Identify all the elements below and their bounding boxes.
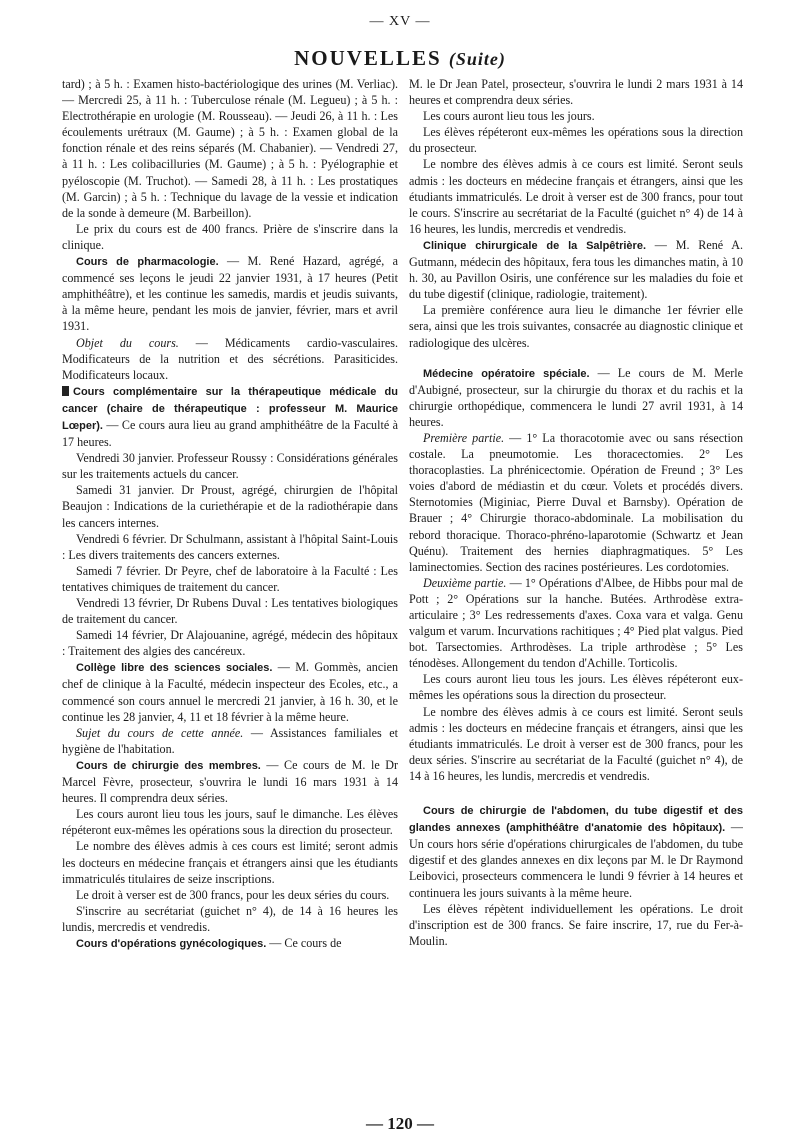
left-column (62, 76, 398, 1114)
gynecology-heading: Cours d'opérations gynécologiques. (76, 937, 267, 950)
gynecology-continued: M. le Dr Jean Patel, prosecteur, s'ouvrira le lundi 2 mars 1931 à 14 heures et comprendra deux séries. (409, 77, 743, 108)
operative-schedule: Les cours auront lieu tous les jours. Les élèves répéteront eux-mêmes les opérations sous la direction du prosecteur. (409, 672, 743, 703)
pharmacology-heading: Cours de pharmacologie. (76, 256, 219, 269)
abdomen-surgery-paragraph (409, 802, 743, 901)
bullet-marker-icon (62, 386, 69, 396)
course-object-heading: Objet du cours. (76, 335, 179, 350)
limb-surgery-fee: Le droit à verser est de 300 francs, pour les deux séries du cours. (76, 887, 390, 902)
section-title: NOUVELLES (294, 46, 442, 70)
second-part-paragraph (409, 575, 743, 672)
limb-surgery-text: — Ce cours de M. le Dr Marcel Fèvre, prosecteur, s'ouvrira le lundi 16 mars 1931 à 14 heures. Il comprendra deux séries. (62, 757, 398, 806)
salpetriere-heading: Clinique chirurgicale de la Salpêtrière. (423, 239, 646, 252)
page-number: — 120 — (366, 1114, 434, 1133)
operative-medicine-paragraph (409, 365, 743, 430)
social-sciences-paragraph (62, 659, 398, 724)
cancer-course-paragraph (62, 383, 398, 450)
operative-medicine-text: — Le cours de M. Merle d'Aubigné, prosecteur, sur la chirurgie du thorax et du rachis et la chirurgie orthopédique, commencera le lundi 27 avril 1931, à 14 heures. (409, 365, 743, 429)
gynecology-text: — Ce cours de (266, 935, 342, 950)
gynecology-direction: Les élèves répéteront eux-mêmes les opérations sous la direction du prosecteur. (409, 125, 743, 156)
limb-surgery-admission: Le nombre des élèves admis à ces cours est limité; seront admis les docteurs en médecine français et étrangers ainsi que les étudiants immatriculés titulaires de seize inscriptions. (62, 839, 398, 886)
pharmacology-text: — M. René Hazard, agrégé, a commencé ses leçons le jeudi 22 janvier 1931, à 17 heures (Petit amphithéâtre), et les continue les samedis, mardis et jeudis suivants, à la même heure, pendant les mois de janvier, février, mars et avril 1931. (62, 254, 398, 334)
limb-surgery-heading: Cours de chirurgie des membres. (76, 759, 261, 772)
first-part-paragraph (409, 430, 743, 575)
lecture-duval: Vendredi 13 février, Dr Rubens Duval : Les tentatives biologiques de traitement du cancer. (62, 596, 398, 627)
limb-surgery-schedule: Les cours auront lieu tous les jours, sauf le dimanche. Les élèves répéteront eux-mêmes les opérations sous la direction du prosecteur. (62, 807, 398, 838)
gynecology-paragraph (62, 935, 398, 952)
salpetriere-paragraph (409, 237, 743, 302)
lecture-roussy: Vendredi 30 janvier. Professeur Roussy : Considérations générales sur les traitements actuels du cancer. (62, 451, 398, 482)
course-subject-heading: Sujet du cours de cette année. (76, 725, 244, 740)
gynecology-schedule: Les cours auront lieu tous les jours. (423, 109, 595, 124)
right-column (409, 76, 743, 1114)
abdomen-surgery-registration: Les élèves répètent individuellement les opérations. Le droit d'inscription est de 300 francs. Se faire inscrire, 17, rue du Fer-à-Moulin. (409, 901, 743, 948)
urology-price-paragraph: Le prix du cours est de 400 francs. Prière de s'inscrire dans la clinique. (62, 221, 398, 252)
limb-surgery-registration: S'inscrire au secrétariat (guichet n° 4), de 14 à 16 heures les lundis, mercredis et vendredis. (62, 903, 398, 934)
course-subject-text: — Assistances familiales et hygiène de l'habitation. (62, 725, 398, 756)
course-object-text: — Médicaments cardio-vasculaires. Modificateurs de la nutrition et des sécrétions. Parasiticides. Modificateurs locaux. (62, 335, 398, 382)
pharmacology-paragraph (62, 253, 398, 334)
cancer-course-text: — Ce cours aura lieu au grand amphithéâtre de la Faculté à 17 heures. (62, 417, 398, 450)
section-heading (0, 46, 800, 71)
lecture-proust: Samedi 31 janvier. Dr Proust, agrégé, chirurgien de l'hôpital Beaujon : Indications de la curiethérapie et de la radiothérapie dans les cancers internes. (62, 483, 398, 530)
abdomen-surgery-heading: Cours de chirurgie de l'abdomen, du tube digestif et des glandes annexes (amphithéâtre d'anatomie des hôpitaux). (409, 805, 743, 835)
salpetriere-text: — M. René A. Gutmann, médecin des hôpitaux, fera tous les dimanches matin, à 10 h. 30, au Pavillon Osiris, une conférence sur les maladies du foie et du tube digestif (clinique, radiologie, traitement). (409, 237, 743, 302)
limb-surgery-paragraph (62, 757, 398, 806)
operative-admission: Le nombre des élèves admis à ce cours est limité. Seront seuls admis : les docteurs en médecine français et étrangers, ainsi que les étudiants immatriculés. Le droit à verser est de 300 francs, pour les deux séries. S'inscrire au secrétariat de la Faculté (guichet n° 4), de 14 à 16 heures, les lundis, mercredis et vendredis. (409, 704, 743, 783)
section-title-suffix: (Suite) (448, 49, 506, 69)
lecture-peyre: Samedi 7 février. Dr Peyre, chef de laboratoire à la Faculté : Les tentatives chimiques de traitement du cancer. (62, 563, 398, 594)
first-part-heading: Première partie. (423, 430, 505, 445)
social-sciences-heading: Collège libre des sciences sociales. (76, 662, 273, 675)
operative-medicine-heading: Médecine opératoire spéciale. (423, 367, 590, 380)
second-part-text: — 1° Opérations d'Albee, de Hibbs pour mal de Pott ; 2° Opérations sur la hanche. Butées. Arthrodèse extra-articulaire ; 3° Les redressements d'axes. Coxa vara et valga. Genu valgum et varum. Incurvations rachitiques ; 4° Pied plat valgus. Pied bot. Tarsectomies. Arthrodèses. La triple arthrodèse ; 5° Les ténodèses. Allongement du tendon d'Achille. Torticolis. (409, 575, 743, 671)
salpetriere-first-conference: La première conférence aura lieu le dimanche 1er février elle sera, ainsi que les trois suivantes, consacrée au diagnostic clinique et radiologique des ulcères. (409, 303, 743, 350)
course-subject-paragraph (62, 725, 398, 757)
second-part-heading: Deuxième partie. (423, 575, 507, 590)
urology-schedule-paragraph: tard) ; à 5 h. : Examen histo-bactériologique des urines (M. Verliac). — Mercredi 25, à 11 h. : Tuberculose rénale (M. Legueu) ; à 5 h. : Electrothérapie en urologie (M. Rousseau). — Jeudi 26, à 11 h. : Les écoulements urétraux (M. Gaume) ; à 5 h. : Examen global de la fonction rénale et des reins séparés (M. Chabanier). — Vendredi 27, à 11 h. : Les colibacilluries (M. Gaume) ; à 5 h. : Pyélographie et pyéloscopie (M. Truchot). — Samedi 28, à 11 h. : Les prostatiques (M. Garcin) ; à 5 h. : Technique du lavage de la vessie et indication de la sonde à demeure (M. Barbeillon). (62, 77, 398, 220)
cancer-course-heading: Cours complémentaire sur la thérapeutique médicale du cancer (chaire de thérapeutique : professeur M. Maurice Lœper). (62, 385, 398, 432)
social-sciences-text: — M. Gommès, ancien chef de clinique à la Faculté, médecin inspecteur des Ecoles, etc., a commencé son cours annuel le mercredi 21 janvier, à 16 h. 30, et le continue les 28 janvier, 4, 11 et 18 février à la même heure. (62, 660, 398, 724)
first-part-text: — 1° La thoracotomie avec ou sans résection costale. La pneumotomie. Les thoracectomies. 2° Les thoracoplasties. La phrénicectomie. Opération de Freund ; 3° Les voies d'abord de médiastin et du cœur. Volets et procédés divers. Sternotomies (Miginiac, Pierre Duval et Barnsby). Opération de Brauer ; 4° Chirurgie thoraco-abdominale. La mobilisation du rebord thoracique. Thoraco-phréno-laparotomie (Schwartz et Jean Quénu). Traitement des hernies diaphragmatiques. 5° Les laminectomies. Section des racines postérieures. Les cordotomies. (409, 430, 743, 574)
lecture-schulmann: Vendredi 6 février. Dr Schulmann, assistant à l'hôpital Saint-Louis : Les divers traitements des cancers externes. (62, 531, 398, 562)
roman-page-number: — XV — (369, 14, 431, 29)
gynecology-admission: Le nombre des élèves admis à ce cours est limité. Seront seuls admis : les docteurs en médecine français et étrangers, ainsi que les étudiants immatriculés. Le droit à verser est de 300 francs, pour tout le cours. S'inscrire au secrétariat de la Faculté (guichet n° 4) de 14 à 16 heures, les lundis, mercredis et vendredis. (409, 157, 743, 236)
lecture-alajouanine: Samedi 14 février, Dr Alajouanine, agrégé, médecin des hôpitaux : Traitement des algies des cancéreux. (62, 628, 398, 659)
abdomen-surgery-text: — Un cours hors série d'opérations chirurgicales de l'abdomen, du tube digestif et des glandes annexes en dix leçons par M. le Dr Raymond Leibovici, prosecteurs commencera le lundi 9 février à 14 heures et continuera les jours suivants à la même heure. (409, 820, 743, 900)
course-object-paragraph (62, 335, 398, 383)
